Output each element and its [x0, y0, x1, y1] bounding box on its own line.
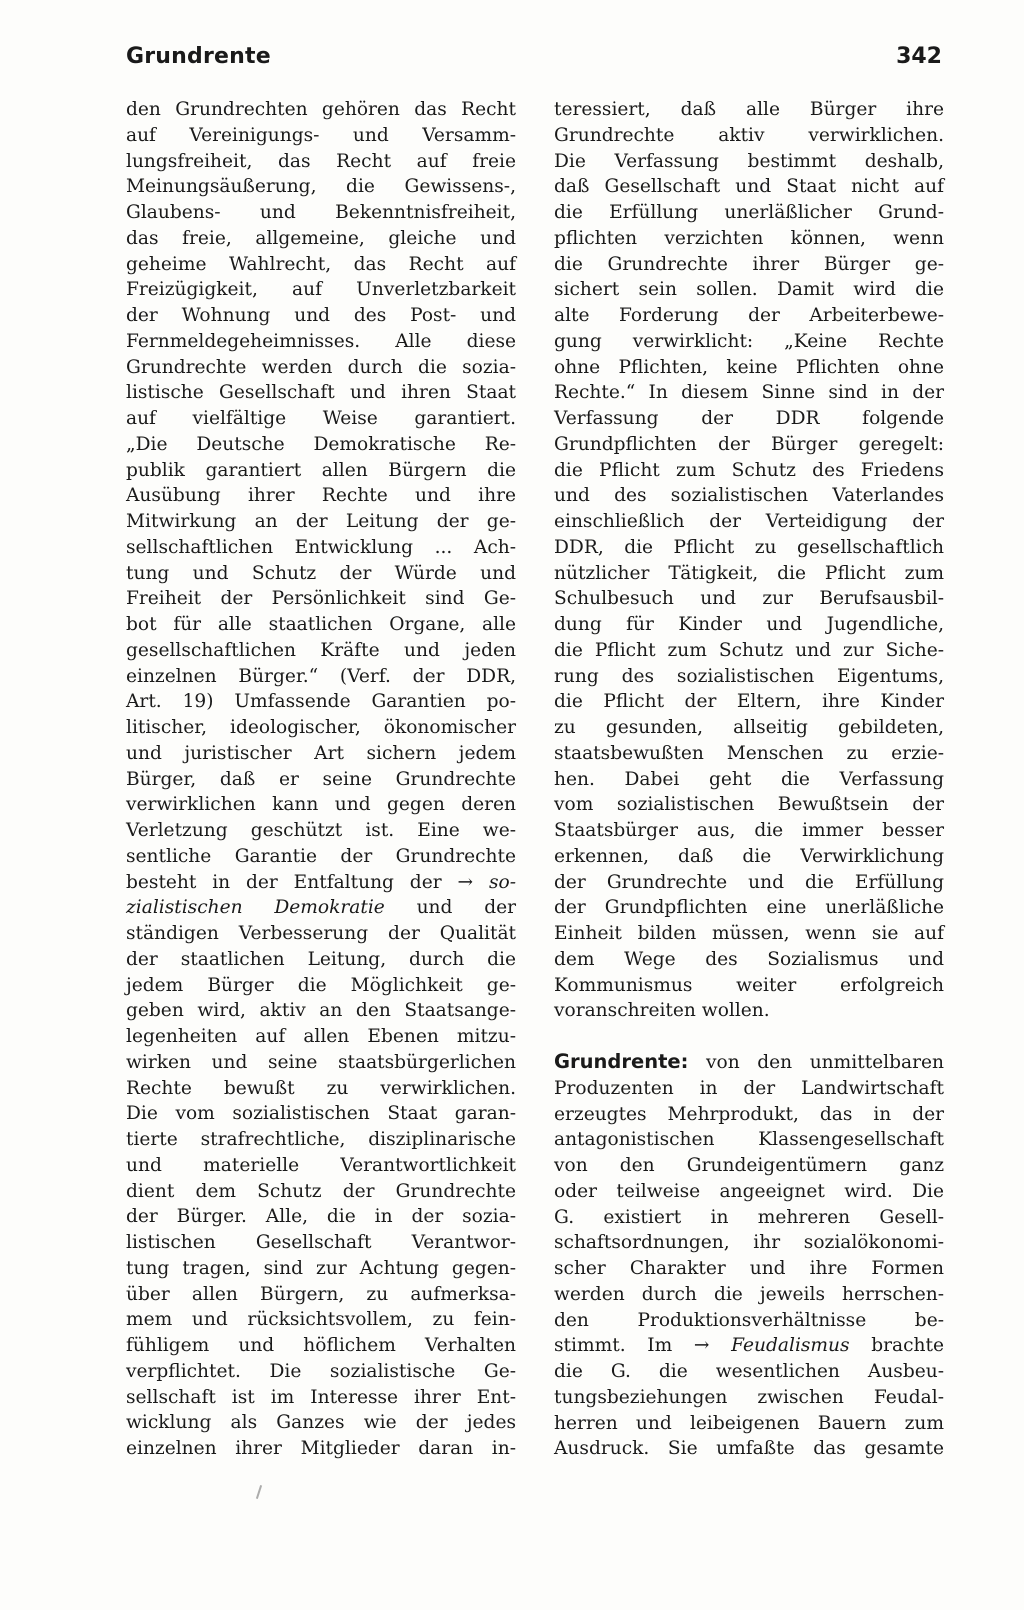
cross-reference-link[interactable]: Feudalismus [731, 1335, 850, 1357]
text-line: Freizügigkeit, auf Unverletzbarkeit [126, 279, 516, 301]
text-line: die Grundrechte ihrer Bürger ge- [554, 253, 944, 275]
text-line: antagonistischen Klassengesellschaft [554, 1129, 944, 1151]
line-text: stimmt. Im [554, 1335, 673, 1357]
text-line: der staatlichen Leitung, durch die [126, 948, 516, 970]
text-line: die Pflicht zum Schutz und zur Siche- [554, 639, 944, 661]
text-line: Meinungsäußerung, die Gewissens-, [126, 176, 516, 198]
text-line: sichert sein sollen. Damit wird die [554, 279, 944, 301]
text-line: die Erfüllung unerläßlicher Grund- [554, 202, 944, 223]
entry-separator [554, 1024, 944, 1049]
text-line: listische Gesellschaft und ihren Staat [126, 382, 516, 404]
text-line: geheime Wahlrecht, das Recht auf [126, 253, 516, 275]
cross-reference-link[interactable]: zialistischen Demokratie [126, 897, 385, 919]
text-line: nützlicher Tätigkeit, die Pflicht zum [554, 562, 944, 584]
text-line: von den Grundeigentümern ganz [554, 1155, 944, 1176]
text-line: das freie, allgemeine, gleiche und [126, 227, 516, 249]
text-line: und materielle Verantwortlichkeit [126, 1154, 516, 1176]
text-line: lungsfreiheit, das Recht auf freie [126, 150, 516, 172]
text-line: Kommunismus weiter erfolgreich [554, 974, 944, 996]
text-line: Rechte bewußt zu verwirklichen. [126, 1077, 516, 1099]
text-line: die G. die wesentlichen Ausbeu- [554, 1361, 944, 1382]
text-line: Die Verfassung bestimmt deshalb, [554, 150, 944, 172]
text-line: einschließlich der Verteidigung der [554, 511, 944, 532]
text-line: daß Gesellschaft und Staat nicht auf [554, 176, 944, 198]
text-line: verwirklichen kann und gegen deren [126, 794, 516, 816]
text-line: publik garantiert allen Bürgern die [126, 459, 516, 481]
text-line: einzelnen Bürger.“ (Verf. der DDR, [126, 665, 516, 687]
text-line: jedem Bürger die Möglichkeit ge- [126, 974, 516, 996]
text-line: Staatsbürger aus, die immer besser [554, 820, 944, 841]
text-line: alte Forderung der Arbeiterbewe- [554, 305, 944, 326]
text-line [126, 870, 516, 896]
text-line: wirken und seine staatsbürgerlichen [126, 1051, 516, 1073]
text-line: scher Charakter und ihre Formen [554, 1258, 944, 1279]
text-line: auf vielfältige Weise garantiert. [126, 408, 516, 429]
line-text: brachte [871, 1335, 944, 1357]
text-line: Die vom sozialistischen Staat garan- [126, 1103, 516, 1125]
text-line: herren und leibeigenen Bauern zum [554, 1412, 944, 1434]
line-text: und der [416, 897, 516, 919]
text-line: tungsbeziehungen zwischen Feudal- [554, 1386, 944, 1408]
line-text: von den unmittelbaren [706, 1052, 944, 1073]
text-line: Ausdruck. Sie umfaßte das gesamte [554, 1438, 944, 1460]
entry-headword: Grundrente: [554, 1050, 689, 1073]
text-line: sentliche Garantie der Grundrechte [126, 845, 516, 867]
text-line: Fernmeldegeheimnisses. Alle diese [126, 330, 516, 352]
text-line: Rechte.“ In diesem Sinne sind in der [554, 382, 944, 404]
text-line [126, 895, 516, 921]
text-line: über allen Bürgern, zu aufmerksa- [126, 1283, 516, 1305]
text-line: DDR, die Pflicht zu gesellschaftlich [554, 536, 944, 558]
cross-reference-arrow: → [457, 871, 474, 893]
text-line: sellschaftlichen Entwicklung ... Ach- [126, 536, 516, 558]
text-line: den Grundrechten gehören das Recht [126, 99, 516, 120]
text-line: teressiert, daß alle Bürger ihre [554, 99, 944, 120]
text-line: rung des sozialistischen Eigentums, [554, 665, 944, 687]
text-line: Freiheit der Persönlichkeit sind Ge- [126, 588, 516, 610]
text-line: hen. Dabei geht die Verfassung [554, 768, 944, 790]
text-line: ständigen Verbesserung der Qualität [126, 923, 516, 944]
text-line: staatsbewußten Menschen zu erzie- [554, 742, 944, 764]
text-line: tung tragen, sind zur Achtung gegen- [126, 1257, 516, 1279]
text-line: wicklung als Ganzes wie der jedes [126, 1412, 516, 1434]
text-line: Produzenten in der Landwirtschaft [554, 1077, 944, 1099]
text-line: der Bürger. Alle, die in der sozia- [126, 1206, 516, 1228]
text-line: Mitwirkung an der Leitung der ge- [126, 511, 516, 532]
text-line: litischer, ideologischer, ökonomischer [126, 717, 516, 738]
text-line: dung für Kinder und Jugendliche, [554, 614, 944, 635]
text-line: Schulbesuch und zur Berufsausbil- [554, 588, 944, 610]
text-line: werden durch die jeweils herrschen- [554, 1283, 944, 1305]
text-line: dient dem Schutz der Grundrechte [126, 1180, 516, 1202]
text-line: geben wird, aktiv an den Staatsange- [126, 1000, 516, 1022]
text-line: der Grundpflichten eine unerläßliche [554, 897, 944, 919]
text-line: Grundrechte aktiv verwirklichen. [554, 124, 944, 146]
text-line: pflichten verzichten können, wenn [554, 227, 944, 249]
text-line: einzelnen ihrer Mitglieder daran in- [126, 1438, 516, 1459]
text-line: tung und Schutz der Würde und [126, 562, 516, 584]
text-line: erkennen, daß die Verwirklichung [554, 845, 944, 867]
text-line: die Pflicht der Eltern, ihre Kinder [554, 691, 944, 713]
text-line: tierte strafrechtliche, disziplinarische [126, 1129, 516, 1150]
cross-reference-arrow: → [693, 1335, 710, 1357]
line-text: besteht in der Entfaltung der [126, 871, 442, 893]
text-line: gesellschaftlichen Kräfte und jeden [126, 639, 516, 661]
text-line: G. existiert in mehreren Gesell- [554, 1206, 944, 1228]
running-head: Grundrente [126, 44, 271, 69]
right-column [554, 97, 944, 1462]
cross-reference-link: so- [488, 871, 516, 893]
page-number: 342 [896, 44, 942, 69]
left-column [126, 97, 516, 1462]
text-line: vom sozialistischen Bewußtsein der [554, 794, 944, 816]
text-line: bot für alle staatlichen Organe, alle [126, 614, 516, 635]
text-line: sellschaft ist im Interesse ihrer Ent- [126, 1386, 516, 1408]
text-line: Ausübung ihrer Rechte und ihre [126, 485, 516, 507]
text-line: dem Wege des Sozialismus und [554, 948, 944, 970]
text-line: und juristischer Art sichern jedem [126, 742, 516, 764]
text-line: Grundpflichten der Bürger geregelt: [554, 433, 944, 455]
text-line: Glaubens- und Bekenntnisfreiheit, [126, 202, 516, 223]
text-line: „Die Deutsche Demokratische Re- [126, 433, 516, 455]
text-line: listischen Gesellschaft Verantwor- [126, 1232, 516, 1253]
text-line: erzeugtes Mehrprodukt, das in der [554, 1103, 944, 1125]
text-line: legenheiten auf allen Ebenen mitzu- [126, 1026, 516, 1047]
text-line: oder teilweise angeeignet wird. Die [554, 1180, 944, 1202]
text-line: Verfassung der DDR folgende [554, 408, 944, 429]
text-line: der Wohnung und des Post- und [126, 305, 516, 326]
text-line: und des sozialistischen Vaterlandes [554, 485, 944, 507]
text-line: mem und rücksichtsvollem, zu fein- [126, 1309, 516, 1331]
text-line: die Pflicht zum Schutz des Friedens [554, 459, 944, 481]
text-line: zu gesunden, allseitig gebildeten, [554, 717, 944, 738]
text-line: fühligem und höflichem Verhalten [126, 1335, 516, 1356]
text-line [554, 1333, 944, 1359]
text-line: verpflichtet. Die sozialistische Ge- [126, 1360, 516, 1382]
text-line: schaftsordnungen, ihr sozialökonomi- [554, 1232, 944, 1254]
text-line: ohne Pflichten, keine Pflichten ohne [554, 356, 944, 378]
text-line: Grundrechte werden durch die sozia- [126, 356, 516, 378]
text-line: Bürger, daß er seine Grundrechte [126, 768, 516, 790]
text-line: den Produktionsverhältnisse be- [554, 1309, 944, 1331]
text-line: voranschreiten wollen. [554, 1000, 770, 1022]
stray-pen-mark [256, 1485, 262, 1499]
text-line: Einheit bilden müssen, wenn sie auf [554, 923, 944, 944]
text-line: Verletzung geschützt ist. Eine we- [126, 820, 516, 841]
text-line: der Grundrechte und die Erfüllung [554, 871, 944, 893]
text-line [554, 1049, 944, 1076]
text-line: Art. 19) Umfassende Garantien po- [126, 691, 516, 713]
text-line: gung verwirklicht: „Keine Rechte [554, 330, 944, 352]
text-line: auf Vereinigungs- und Versamm- [126, 124, 516, 146]
